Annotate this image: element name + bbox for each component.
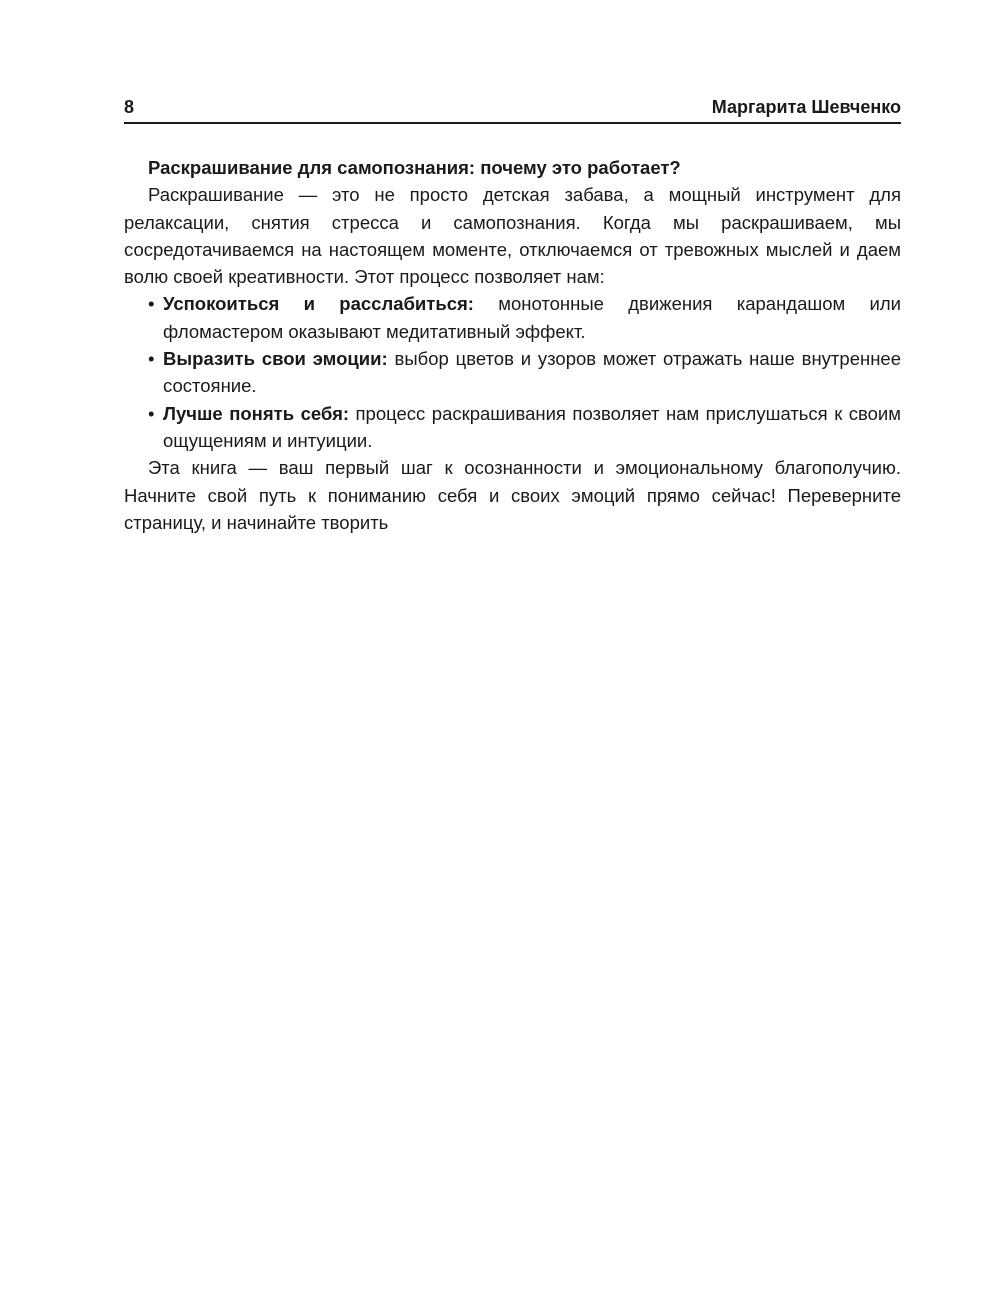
author-name: Маргарита Шевченко [711,97,901,117]
bullet-icon: • [148,293,155,315]
closing-paragraph: Эта книга — ваш первый шаг к осознанности и эмоциональному благополучию. Начните свой путь к пониманию себя и своих эмоций прямо сейчас! Переверните страницу, и начинайте творить [124,457,901,533]
list-item-term: Успокоиться и расслабиться: [163,293,474,315]
list-item-text: монотонные движения карандашом или фломастером оказывают медитативный эффект. [163,293,901,342]
section-heading: Раскрашивание для самопознания: почему это работает? [148,157,681,178]
intro-paragraph: Раскрашивание — это не просто детская забава, а мощный инструмент для релаксации, снятия стресса и самопознания. Когда мы раскрашиваем, мы сосредотачиваемся на настоящем моменте, отключаемся от тревожных мыслей и даем волю своей креативности. Этот процесс позволяет нам: [124,184,901,288]
list-item [124,290,901,345]
list-item-term: Лучше понять себя: [163,402,350,424]
list-item-term: Выразить свои эмоции: [163,348,388,370]
list-item [124,345,901,400]
page-content [124,154,901,536]
benefits-list [124,290,901,454]
list-item-text: выбор цветов и узоров может отражать наше внутреннее состояние. [163,348,901,397]
list-item [124,400,901,455]
bullet-icon: • [148,348,155,370]
page-number: 8 [124,97,135,117]
running-header [124,96,901,124]
list-item-text: процесс раскрашивания позволяет нам прислушаться к своим ощущениям и интуиции. [163,402,901,451]
bullet-icon: • [148,402,155,424]
